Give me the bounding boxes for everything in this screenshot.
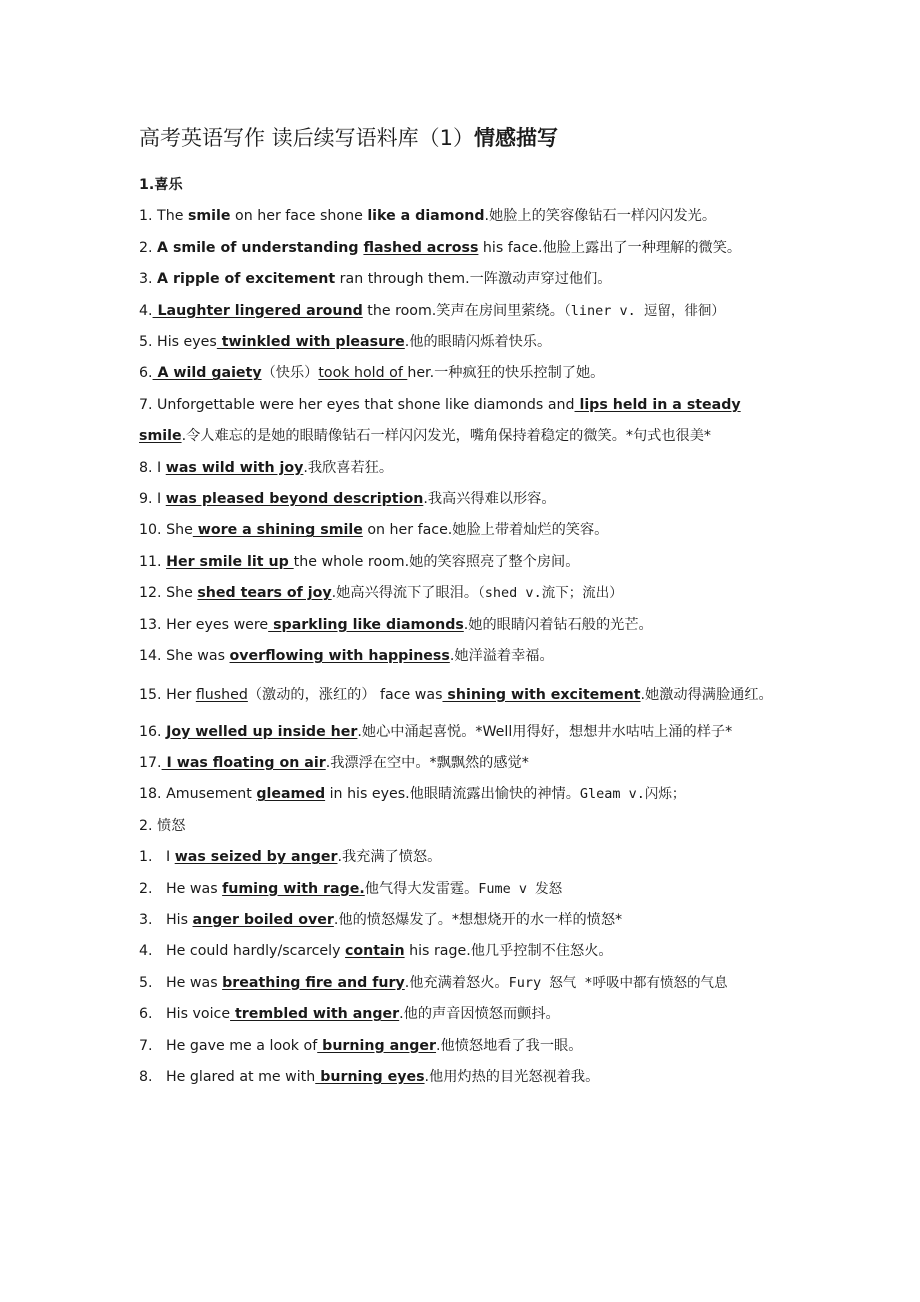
- section-heading-anger: 2. 愤怒: [139, 817, 186, 834]
- joy-entry-text: flashed across: [363, 239, 479, 256]
- joy-entry-text: A ripple of excitement: [157, 271, 336, 288]
- joy-entry-segment: [217, 334, 405, 350]
- joy-entry-segment: [268, 617, 464, 633]
- joy-entry-text: on her face shone: [230, 208, 368, 225]
- joy-entry-text: .我高兴得难以形容。: [423, 491, 556, 508]
- anger-entry-text: burning eyes: [315, 1068, 425, 1085]
- joy-entry-text: 11.: [139, 553, 167, 570]
- anger-entry-text: fuming with rage.: [222, 880, 365, 897]
- anger-entry-segment: [193, 912, 334, 928]
- anger-entry-text: .他愤怒地看了我一眼。: [436, 1037, 583, 1054]
- joy-entry-text: 5. His eyes: [139, 334, 217, 351]
- anger-entry: [139, 1031, 789, 1062]
- joy-entry-text: his face.他脸上露出了一种理解的微笑。: [478, 239, 742, 256]
- anger-entry-text: He was: [166, 880, 223, 897]
- joy-entry-segment: [153, 303, 363, 319]
- anger-entry: [139, 905, 789, 936]
- anger-entry-segment: [345, 943, 405, 959]
- anger-entry-text: 4.: [139, 943, 153, 960]
- anger-entry-text: 5.: [139, 974, 153, 991]
- joy-entry-text: Her smile lit up: [166, 553, 294, 570]
- joy-entry-text: smile: [187, 208, 231, 225]
- anger-entry-text: .他的声音因愤怒而颤抖。: [399, 1006, 560, 1023]
- joy-entry-text: .她洋溢着幸福。: [449, 648, 554, 665]
- joy-entry: [139, 748, 789, 779]
- joy-entry-segment: [197, 585, 331, 601]
- joy-entry-text: A smile of understanding: [157, 239, 364, 256]
- anger-entry-text: He gave me a look of: [166, 1037, 318, 1054]
- joy-entry: [139, 233, 789, 264]
- anger-entry-text: .我充满了愤怒。: [337, 849, 442, 866]
- joy-entry-text: 10. She: [139, 522, 193, 539]
- anger-entry-text: His voice: [166, 1006, 231, 1023]
- joy-entry: [139, 296, 789, 327]
- anger-entry: [139, 999, 789, 1030]
- joy-entry-segment: [193, 522, 363, 538]
- joy-entry-text: 14. She was: [139, 648, 230, 665]
- joy-entry: [139, 453, 789, 484]
- joy-entry: [139, 515, 789, 546]
- joy-entry-segment: [230, 648, 450, 664]
- joy-entry-text: her.一种疯狂的快乐控制了她。: [407, 365, 605, 382]
- joy-entry-text: Laughter lingered around: [152, 302, 363, 319]
- anger-entry: [139, 936, 789, 967]
- anger-entry-text: Fury 怒气 *呼吸中都有愤怒的气息: [508, 974, 728, 991]
- joy-entry: [139, 201, 789, 232]
- anger-entry: [139, 842, 789, 873]
- joy-entry-text: 12. She: [139, 585, 198, 602]
- anger-entry-text: burning anger: [317, 1037, 437, 1054]
- joy-entry-text: .她脸上的笑容像钻石一样闪闪发光。: [484, 208, 717, 225]
- anger-entry: [139, 874, 789, 905]
- anger-entry-text: .他充满着怒火。: [404, 974, 509, 991]
- joy-entry-text: wore a shining smile: [192, 522, 363, 539]
- title-bold: 情感描写: [474, 126, 559, 150]
- joy-entry-text: shed tears of joy: [197, 585, 332, 602]
- joy-entry: [139, 779, 789, 810]
- joy-entry-text: .她激动得满脸通红。: [640, 686, 773, 703]
- anger-entry-text: His: [166, 911, 193, 928]
- anger-entry-text: contain: [345, 943, 405, 960]
- joy-entry-segment: [166, 554, 294, 570]
- joy-entry: [139, 641, 789, 672]
- anger-entry-text: I: [166, 849, 175, 866]
- joy-entry-text: I was floating on air: [161, 754, 326, 771]
- joy-entry-text: in his eyes.他眼睛流露出愉快的神情。: [325, 786, 580, 803]
- anger-entry: [139, 1062, 789, 1093]
- joy-entry-text: the room.笑声在房间里萦绕。: [362, 302, 564, 319]
- joy-entry-text: Joy welled up inside her: [166, 723, 358, 740]
- joy-entry-text: 16.: [139, 723, 167, 740]
- joy-entry-segment: [363, 240, 478, 256]
- joy-entry-text: .令人难忘的是她的眼睛像钻石一样闪闪发光，嘴角保持着稳定的微笑。*句式也很美*: [181, 428, 712, 445]
- joy-entry-text: .她的眼睛闪着钻石般的光芒。: [463, 616, 653, 633]
- anger-entry-text: 2.: [139, 880, 153, 897]
- joy-entry-text: 4.: [139, 302, 153, 319]
- joy-entry-text: 17.: [139, 754, 162, 771]
- joy-entry-text: 8. I: [139, 459, 166, 476]
- anger-entry-text: He was: [166, 974, 223, 991]
- anger-entry-text: breathing fire and fury: [222, 974, 405, 991]
- joy-entry-segment: [442, 687, 640, 703]
- joy-entry-text: （liner v. 逗留，徘徊）: [564, 302, 725, 319]
- joy-entry-text: 1. The: [139, 208, 188, 225]
- anger-entry-text: He glared at me with: [166, 1068, 316, 1085]
- anger-entry-segment: [230, 1006, 399, 1022]
- anger-entry-segment: [175, 849, 338, 865]
- joy-entry-text: .我欣喜若狂。: [303, 459, 394, 476]
- joy-entry-text: sparkling like diamonds: [268, 616, 464, 633]
- joy-entry-text: .他的眼睛闪烁着快乐。: [404, 334, 552, 351]
- joy-entry-segment: [166, 460, 304, 476]
- joy-entry: [139, 484, 789, 515]
- anger-list: [139, 842, 789, 1093]
- joy-entry-text: A wild gaiety: [152, 365, 262, 382]
- joy-entry-text: 18. Amusement: [139, 786, 257, 803]
- joy-list: [139, 201, 789, 810]
- anger-entry-text: He could hardly/scarcely: [166, 943, 346, 960]
- anger-entry-text: Fume v 发怒: [478, 880, 563, 897]
- anger-entry-segment: [222, 881, 365, 897]
- document-title: [139, 120, 789, 156]
- joy-entry-text: the whole room.她的笑容照亮了整个房间。: [293, 553, 580, 570]
- joy-entry: [139, 390, 789, 453]
- joy-entry-text: on her face.她脸上带着灿烂的笑容。: [362, 522, 609, 539]
- joy-entry-text: was wild with joy: [165, 459, 304, 476]
- anger-entry-text: .他的愤怒爆发了。*想想烧开的水一样的愤怒*: [333, 911, 623, 928]
- title-main: 高考英语写作 读后续写语料库（1）: [139, 126, 475, 150]
- joy-entry: [139, 327, 789, 358]
- joy-entry-text: overflowing with happiness: [229, 648, 450, 665]
- anger-entry-text: .他用灼热的目光怒视着我。: [424, 1068, 600, 1085]
- joy-entry-text: 7. Unforgettable were her eyes that shone like diamonds and: [139, 396, 575, 413]
- joy-entry-text: .她心中涌起喜悦。*Well用得好，想想井水咕咕上涌的样子*: [357, 723, 733, 740]
- joy-entry-segment: [153, 365, 262, 381]
- joy-entry-text: lips held in a steady smile: [139, 396, 741, 445]
- joy-entry: [139, 673, 789, 717]
- anger-entry-text: 他气得大发雷霆。: [364, 880, 479, 897]
- anger-entry-text: 7.: [139, 1037, 153, 1054]
- joy-entry-text: like a diamond: [367, 208, 485, 225]
- joy-entry-text: shining with excitement: [442, 686, 641, 703]
- joy-entry: [139, 358, 789, 389]
- section-heading-joy: 1.喜乐: [139, 177, 183, 193]
- joy-entry-text: Gleam v.闪烁；: [579, 786, 686, 803]
- anger-entry-segment: [222, 975, 405, 991]
- anger-entry-text: 1.: [139, 849, 153, 866]
- joy-entry: [139, 717, 789, 748]
- anger-entry-segment: [315, 1069, 424, 1085]
- joy-entry-text: ran through them.一阵激动声穿过他们。: [335, 271, 612, 288]
- anger-entry: [139, 968, 789, 999]
- joy-entry-text: 2.: [139, 239, 158, 256]
- joy-entry-text: gleamed: [256, 786, 326, 803]
- joy-entry-text: twinkled with pleasure: [216, 334, 405, 351]
- joy-entry-text: （快乐）: [261, 365, 319, 382]
- joy-entry-text: flushed: [195, 686, 248, 703]
- joy-entry: [139, 547, 789, 578]
- anger-entry-text: 6.: [139, 1006, 153, 1023]
- anger-entry-text: 3.: [139, 911, 153, 928]
- anger-entry-text: was seized by anger: [174, 849, 338, 866]
- anger-entry-text: anger boiled over: [192, 911, 334, 928]
- joy-entry-text: 6.: [139, 365, 153, 382]
- anger-entry-segment: [317, 1038, 436, 1054]
- joy-entry-text: took hold of: [318, 365, 408, 382]
- joy-entry-segment: [162, 755, 326, 771]
- joy-entry-text: 15. Her: [139, 686, 196, 703]
- joy-entry: [139, 610, 789, 641]
- document-page: [139, 120, 789, 1093]
- joy-entry-text: 13. Her eyes were: [139, 616, 269, 633]
- joy-entry-text: 3.: [139, 271, 158, 288]
- joy-entry-text: .我漂浮在空中。*飘飘然的感觉*: [325, 754, 529, 771]
- joy-entry-text: （激动的，涨红的） face was: [247, 686, 443, 703]
- joy-entry-segment: [166, 491, 424, 507]
- anger-entry-text: trembled with anger: [230, 1006, 400, 1023]
- joy-entry-text: .她高兴得流下了眼泪。: [331, 585, 479, 602]
- anger-entry-text: his rage.他几乎控制不住怒火。: [404, 943, 613, 960]
- joy-entry-text: （shed v.流下；流出）: [478, 585, 623, 602]
- anger-entry-text: 8.: [139, 1068, 153, 1085]
- joy-entry-text: 9. I: [139, 491, 166, 508]
- joy-entry-text: was pleased beyond description: [165, 491, 424, 508]
- joy-entry: [139, 264, 789, 295]
- joy-entry-segment: [256, 786, 325, 802]
- joy-entry-segment: [166, 724, 357, 740]
- joy-entry: [139, 578, 789, 609]
